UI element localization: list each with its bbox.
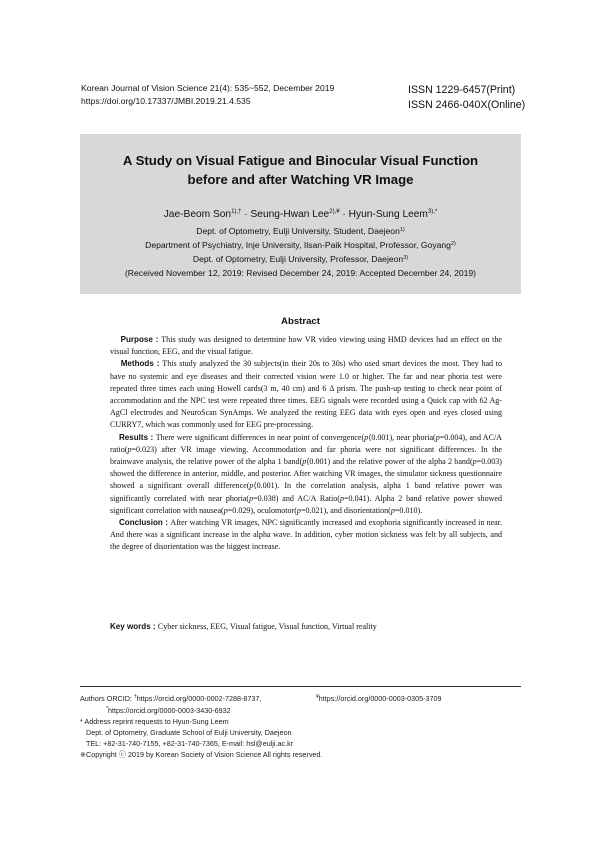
results-text: =0.023) after VR image viewing. Accommodation and far phoria were not significant differences. In the brainwave analysis, the relative power of the alpha 1 band( — [110, 444, 502, 467]
orcid-link-3[interactable]: https://orcid.org/0000-0003-3430-6932 — [107, 706, 231, 715]
results-label: Results : — [119, 432, 156, 442]
affiliation-3-text: Dept. of Optometry, Eulji University, Professor, Daejeon — [192, 254, 404, 264]
issn-block — [408, 83, 525, 113]
author-3: Hyun-Sung Leem — [348, 209, 428, 220]
p-symbol: p — [339, 493, 345, 503]
results-text: ⟨0.001) and the relative power of the alpha 2 band( — [306, 457, 473, 467]
affiliation-2-text: Department of Psychiatry, Inje University, Ilsan-Paik Hospital, Professor, Goyang — [145, 240, 451, 250]
author-1: Jae-Beom Son — [163, 209, 232, 220]
doi-link[interactable]: https://doi.org/10.17337/JMBI.2019.21.4.535 — [81, 96, 251, 106]
orcid-label: Authors ORCID: — [80, 694, 134, 703]
purpose-label: Purpose : — [120, 335, 162, 344]
p-symbol: p — [390, 505, 395, 515]
paper-title-line-2: before and after Watching VR Image — [187, 172, 414, 187]
affiliation-2-mark: 2) — [450, 241, 456, 247]
affiliation-2 — [80, 238, 521, 251]
purpose-text: This study was designed to determine how VR video viewing using HMD devices had an effect on the visual function, EEG, and the visual fatigue. — [110, 335, 502, 357]
author-separator: · — [241, 209, 251, 220]
p-symbol: p — [249, 481, 254, 491]
methods-text: This study analyzed the 30 subjects(in their 20s to 30s) who used smart devices the most. They had to have no systemic and eye diseases and their corrected vision were 1.0 or higher. The far and near phoria test were repeated three times each using Howell cards(3 m, 40 cm) and 6 Δ prism. The push-up testing to check near point of accommodation and the NPC test were repeated three times. EEG signals were recorded using a Quick cap with 62 Ag-AgCl electrodes and NeuroScan SynAmps. We analyzed the resting EEG data with eyes open and eyes closed using CURRY7, which was commonly used for EEG pre-processing. — [110, 359, 503, 430]
abstract-results — [110, 432, 502, 517]
abstract-heading: Abstract — [281, 316, 320, 327]
author-1-mark: 1),† — [231, 209, 242, 215]
reprint-mark: * — [80, 717, 83, 726]
footnote-divider — [80, 686, 521, 687]
p-symbol: p — [223, 505, 228, 515]
keywords-text: Cyber sickness, EEG, Visual fatigue, Visual function, Virtual reality — [157, 622, 377, 631]
results-text: There were significant differences in near point of convergence( — [155, 432, 365, 442]
affiliation-1-mark: 1) — [399, 227, 405, 233]
contact-line: TEL: +82-31-740-7155, +82-31-740-7365, E-mail: hsl@eulji.ac.kr — [86, 739, 294, 748]
orcid-link-1[interactable]: https://orcid.org/0000-0002-7288-8737, — [136, 694, 262, 703]
abstract-purpose — [110, 334, 502, 358]
methods-label: Methods : — [120, 359, 163, 369]
conclusion-text: After watching VR images, NPC significantly increased and exophoria significantly increased in near. And there was a significant increase in the alpha wave. In addition, cyber motion sickness was felt by all subjects, and the degree of disorientation was the biggest increase. — [110, 518, 503, 552]
author-3-mark: 3),* — [427, 209, 438, 215]
reprint-line — [80, 716, 521, 727]
issn-online: ISSN 2466-040X(Online) — [408, 99, 526, 111]
abstract-conclusion — [110, 517, 502, 554]
address-line: Dept. of Optometry, Graduate School of Eulji University, Daejeon — [86, 728, 292, 737]
p-symbol: p — [127, 444, 132, 454]
orcid-mark: † — [133, 694, 137, 700]
results-text: ⟨0.001), near phoria( — [368, 432, 436, 442]
paper-title — [80, 151, 521, 189]
p-symbol: p — [472, 457, 477, 467]
p-symbol: p — [302, 457, 307, 467]
affiliation-3 — [80, 252, 521, 265]
orcid-mark: ¥ — [316, 694, 319, 700]
conclusion-label: Conclusion : — [118, 518, 171, 528]
author-2: Seung-Hwan Lee — [250, 209, 330, 220]
footnotes — [80, 692, 521, 760]
affiliation-1 — [80, 224, 521, 237]
journal-citation: Korean Journal of Vision Science 21(4): 535~552, December 2019 — [81, 83, 335, 93]
results-text: =0.003) showed the difference in anterior, middle, and posterior. After watching VR images, the simulator sickness questionnaire showed a significant overall difference( — [110, 457, 502, 491]
orcid-line-2 — [80, 704, 521, 716]
results-text: =0.004), and AC/A ratio( — [110, 432, 502, 454]
copyright-line: ※Copyright ⓒ 2019 by Korean Society of Vision Science All rights reserved. — [80, 750, 323, 759]
author-2-mark: 2),¥ — [329, 209, 340, 215]
abstract-body — [110, 334, 502, 554]
results-text: =0.010). — [394, 505, 423, 515]
keywords — [110, 622, 510, 631]
orcid-link-2[interactable]: https://orcid.org/0000-0003-0305-3709 — [318, 694, 442, 703]
results-text: =0.021), and disorientation( — [300, 505, 391, 515]
issn-print: ISSN 1229-6457(Print) — [408, 84, 516, 96]
p-symbol: p — [435, 432, 440, 442]
orcid-2 — [316, 692, 441, 704]
abstract-methods — [110, 358, 502, 431]
author-list — [80, 205, 521, 222]
results-text: =0.041). Alpha 2 band relative power showed significant correlation with nausea( — [110, 493, 502, 515]
keywords-label: Key words : — [110, 622, 158, 631]
author-separator: · — [339, 209, 349, 220]
reprint-text: Address reprint requests to Hyun-Sung Leem — [82, 717, 229, 726]
orcid-line-1 — [80, 692, 521, 704]
p-symbol: p — [364, 432, 369, 442]
results-text: =0.029), oculomotor( — [227, 505, 297, 515]
journal-header — [81, 82, 334, 108]
orcid-mark: * — [106, 706, 108, 712]
paper-title-line-1: A Study on Visual Fatigue and Binocular Visual Function — [122, 153, 479, 168]
affiliation-3-mark: 3) — [403, 255, 409, 261]
p-symbol: p — [249, 493, 254, 503]
affiliation-1-text: Dept. of Optometry, Eulji University, Student, Daejeon — [196, 226, 400, 236]
results-text: ⟨0.001). In the correlation analysis, alpha 1 band relative power was significantly correlated with near phoria( — [110, 481, 503, 503]
results-text: =0.038) and AC/A Ratio( — [253, 493, 340, 503]
p-symbol: p — [296, 505, 301, 515]
received-dates: (Received November 12, 2019: Revised December 24, 2019: Accepted December 24, 2019) — [124, 268, 477, 278]
